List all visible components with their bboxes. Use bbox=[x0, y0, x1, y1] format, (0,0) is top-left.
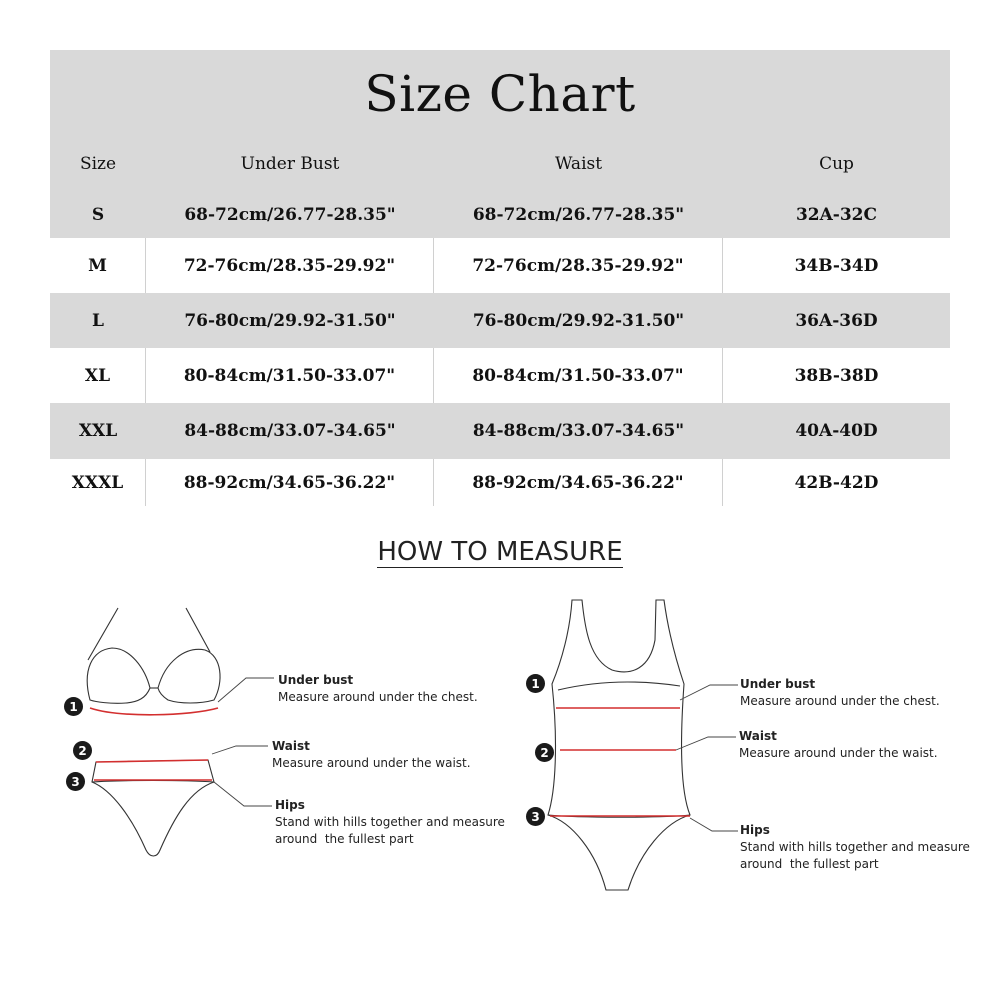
badge-swimsuit-3: 3 bbox=[526, 807, 545, 826]
header-under-bust: Under Bust bbox=[240, 154, 340, 174]
bikini-waist-line bbox=[96, 760, 208, 762]
cell-size: XXXL bbox=[50, 459, 146, 506]
cell-waist: 76-80cm/29.92-31.50" bbox=[472, 310, 685, 331]
bikini-cup-left bbox=[87, 648, 150, 703]
label-bikini-waist: Waist Measure around under the waist. bbox=[272, 739, 471, 770]
label-swimsuit-hips: Hips Stand with hills together and measure around the fullest part bbox=[740, 823, 970, 871]
cell-under-bust: 84-88cm/33.07-34.65" bbox=[184, 421, 396, 441]
bikini-cup-right bbox=[158, 649, 220, 703]
bikini-strap-left bbox=[88, 608, 118, 660]
label-bikini-hips: Hips Stand with hills together and measure around the fullest part bbox=[275, 798, 505, 846]
leader-bikini-waist bbox=[212, 746, 268, 754]
swimsuit-outline bbox=[548, 600, 690, 890]
badge-bikini-1: 1 bbox=[64, 697, 83, 716]
how-to-measure-heading: HOW TO MEASURE bbox=[377, 537, 623, 567]
leader-swimsuit-hips bbox=[690, 818, 738, 831]
table-row bbox=[50, 293, 950, 348]
cell-waist: 80-84cm/31.50-33.07" bbox=[434, 348, 723, 403]
table-row bbox=[50, 459, 950, 506]
table-row bbox=[50, 191, 950, 238]
cell-size: S bbox=[91, 204, 105, 225]
label-swimsuit-waist: Waist Measure around under the waist. bbox=[739, 729, 938, 760]
size-chart bbox=[50, 50, 950, 506]
cell-under-bust: 72-76cm/28.35-29.92" bbox=[146, 238, 434, 293]
bikini-underbust-line bbox=[90, 708, 218, 715]
header-cup: Cup bbox=[819, 154, 854, 174]
header-size: Size bbox=[79, 154, 117, 174]
cell-waist: 72-76cm/28.35-29.92" bbox=[434, 238, 723, 293]
cell-size: XL bbox=[50, 348, 146, 403]
leader-swimsuit-waist bbox=[676, 737, 736, 750]
cell-cup: 42B-42D bbox=[794, 472, 879, 493]
cell-under-bust: 68-72cm/26.77-28.35" bbox=[184, 204, 396, 225]
cell-cup: 32A-32C bbox=[795, 204, 878, 225]
label-swimsuit-underbust: Under bust Measure around under the chest. bbox=[740, 677, 940, 708]
cell-waist: 84-88cm/33.07-34.65" bbox=[472, 421, 685, 441]
label-bikini-underbust: Under bust Measure around under the chest. bbox=[278, 673, 478, 704]
cell-cup: 36A-36D bbox=[795, 310, 878, 331]
leader-bikini-hips bbox=[214, 782, 272, 806]
swimsuit-bust-seam bbox=[558, 682, 680, 690]
cell-size: L bbox=[92, 310, 104, 331]
cell-cup: 40A-40D bbox=[795, 421, 878, 441]
cell-under-bust: 88-92cm/34.65-36.22" bbox=[146, 459, 434, 506]
bikini-bottom bbox=[92, 760, 214, 856]
table-row bbox=[50, 238, 950, 293]
cell-size: M bbox=[50, 238, 146, 293]
badge-bikini-2: 2 bbox=[73, 741, 92, 760]
cell-size: XXL bbox=[78, 421, 118, 441]
leader-bikini-underbust bbox=[218, 678, 274, 702]
cell-under-bust: 80-84cm/31.50-33.07" bbox=[146, 348, 434, 403]
measure-diagram bbox=[0, 590, 1000, 920]
badge-swimsuit-1: 1 bbox=[526, 674, 545, 693]
badge-bikini-3: 3 bbox=[66, 772, 85, 791]
chart-title: Size Chart bbox=[50, 50, 950, 137]
cell-waist: 88-92cm/34.65-36.22" bbox=[434, 459, 723, 506]
leader-swimsuit-underbust bbox=[680, 685, 738, 700]
cell-under-bust: 76-80cm/29.92-31.50" bbox=[184, 310, 396, 331]
cell-waist: 68-72cm/26.77-28.35" bbox=[472, 204, 685, 225]
badge-swimsuit-2: 2 bbox=[535, 743, 554, 762]
table-row bbox=[50, 348, 950, 403]
table-header-row bbox=[50, 137, 950, 191]
table-row bbox=[50, 403, 950, 459]
cell-cup: 38B-38D bbox=[794, 365, 879, 386]
header-waist: Waist bbox=[554, 154, 603, 174]
cell-cup: 34B-34D bbox=[794, 255, 879, 276]
bikini-strap-right bbox=[186, 608, 210, 652]
